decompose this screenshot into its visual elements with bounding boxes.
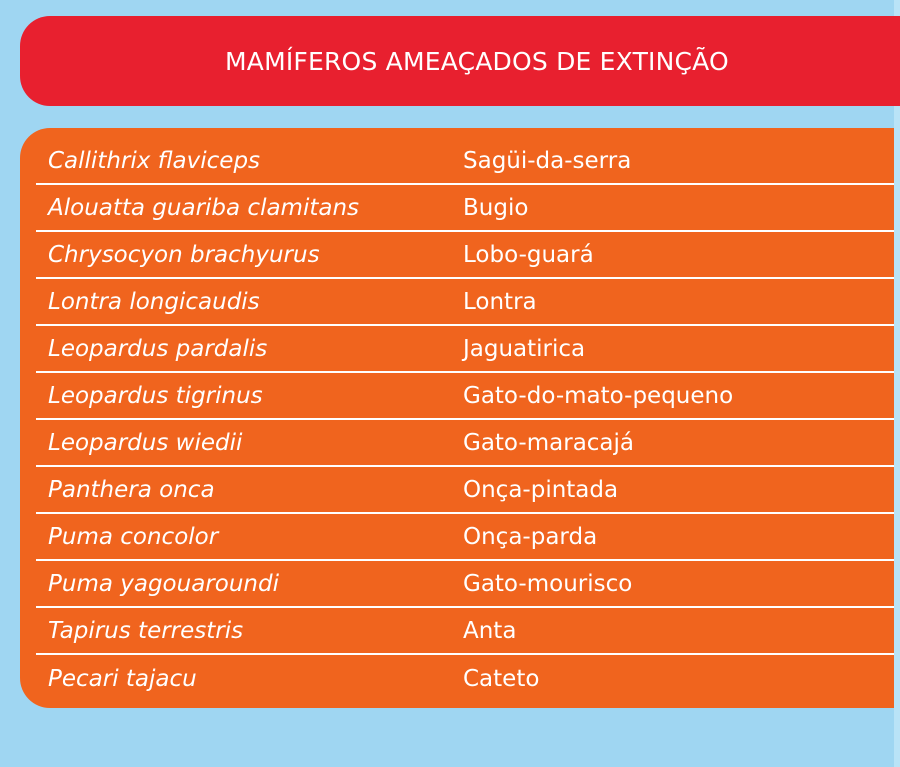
- scientific-name: Tapirus terrestris: [48, 617, 244, 644]
- common-name: Jaguatirica: [463, 335, 586, 362]
- common-name: Bugio: [463, 194, 529, 221]
- common-name: Cateto: [463, 665, 540, 692]
- table-row: [36, 561, 894, 608]
- species-table: [20, 128, 894, 708]
- table-row: [36, 467, 894, 514]
- table-row: [36, 279, 894, 326]
- table-row: [36, 608, 894, 655]
- table-row: [36, 514, 894, 561]
- scientific-name: Alouatta guariba clamitans: [48, 194, 360, 221]
- common-name: Onça-parda: [463, 523, 598, 550]
- table-row: [36, 373, 894, 420]
- page-title: MAMÍFEROS AMEAÇADOS DE EXTINÇÃO: [225, 46, 729, 76]
- right-edge-strip: [894, 0, 900, 767]
- common-name: Lontra: [463, 288, 537, 315]
- common-name: Lobo-guará: [463, 241, 594, 268]
- common-name: Gato-mourisco: [463, 570, 633, 597]
- scientific-name: Callithrix flaviceps: [48, 147, 261, 174]
- scientific-name: Puma concolor: [48, 523, 219, 550]
- table-row: [36, 420, 894, 467]
- scientific-name: Panthera onca: [48, 476, 215, 503]
- scientific-name: Pecari tajacu: [48, 665, 197, 692]
- table-row: [36, 326, 894, 373]
- title-banner: [20, 16, 900, 106]
- table-row: [36, 655, 894, 702]
- scientific-name: Leopardus wiedii: [48, 429, 243, 456]
- scientific-name: Leopardus pardalis: [48, 335, 268, 362]
- common-name: Sagüi-da-serra: [463, 147, 632, 174]
- table-row: [36, 138, 894, 185]
- table-row: [36, 232, 894, 279]
- common-name: Onça-pintada: [463, 476, 619, 503]
- common-name: Gato-maracajá: [463, 429, 635, 456]
- scientific-name: Lontra longicaudis: [48, 288, 260, 315]
- common-name: Anta: [463, 617, 517, 644]
- table-row: [36, 185, 894, 232]
- scientific-name: Puma yagouaroundi: [48, 570, 279, 597]
- scientific-name: Leopardus tigrinus: [48, 382, 263, 409]
- scientific-name: Chrysocyon brachyurus: [48, 241, 320, 268]
- common-name: Gato-do-mato-pequeno: [463, 382, 734, 409]
